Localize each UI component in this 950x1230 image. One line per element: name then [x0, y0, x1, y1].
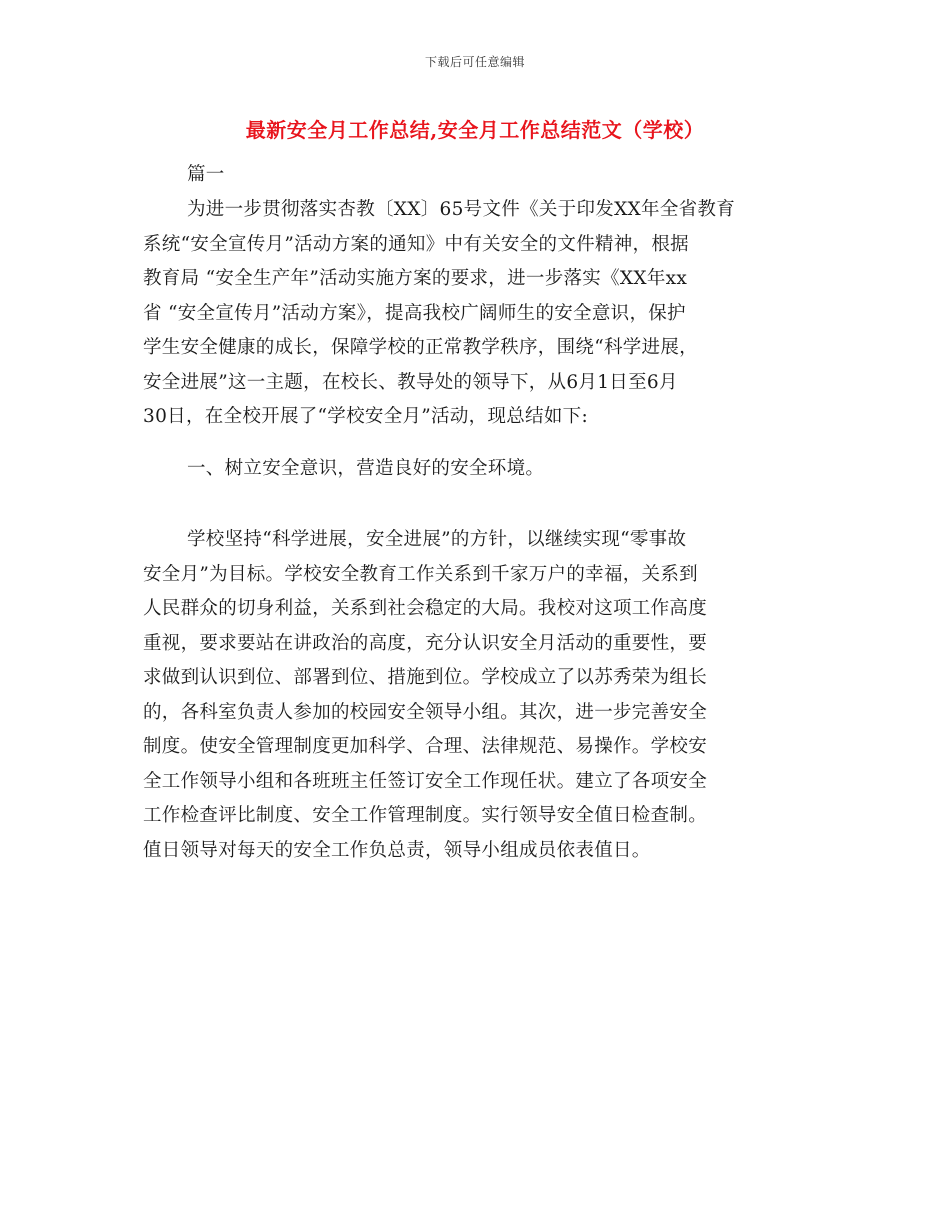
header-note: 下载后可任意编辑	[424, 55, 525, 69]
paragraph-line: 教育局 “安全生产年”活动实施方案的要求，进一步落实《XX年xx	[143, 268, 688, 289]
paragraph-line: 省 “安全宣传月”活动方案》，提高我校广阔师生的安全意识，保护	[143, 302, 686, 324]
section-label-text: 篇一	[187, 164, 225, 185]
paragraph-line: 安全进展”这一主题，在校长、教导处的领导下，从6月1日至6月	[143, 371, 678, 393]
paragraph-line: 重视，要求要站在讲政治的高度，充分认识安全月活动的重要性，要	[143, 632, 708, 654]
paragraph-line: 的，各科室负责人参加的校园安全领导小组。其次，进一步完善安全	[143, 701, 708, 723]
paragraph-line: 安全月”为目标。学校安全教育工作关系到千家万户的幸福，关系到	[143, 563, 698, 585]
paragraph-line: 30日，在全校开展了“学校安全月”活动，现总结如下:	[143, 406, 588, 427]
paragraph-line: 为进一步贯彻落实杏教〔XX〕65号文件《关于印发XX年全省教育	[187, 199, 736, 220]
paragraph-line: 工作检查评比制度、安全工作管理制度。实行领导安全值日检查制。	[143, 805, 708, 826]
paragraph-line: 求做到认识到位、部署到位、措施到位。学校成立了以苏秀荣为组长	[143, 667, 708, 688]
paragraph-line: 系统“安全宣传月”活动方案的通知》中有关安全的文件精神，根据	[143, 233, 689, 255]
paragraph-line: 制度。使安全管理制度更加科学、合理、法律规范、易操作。学校安	[143, 736, 708, 757]
paragraph-line: 人民群众的切身利益，关系到社会稳定的大局。我校对这项工作高度	[143, 598, 708, 619]
paragraph-line: 学生安全健康的成长，保障学校的正常教学秩序，围绕“科学进展，	[143, 337, 698, 358]
document-title: 最新安全月工作总结,安全月工作总结范文（学校）	[245, 118, 705, 142]
section-heading-text: 一、树立安全意识，营造良好的安全环境。	[187, 458, 545, 479]
paragraph-1	[143, 193, 813, 435]
paragraph-2	[143, 523, 813, 868]
paragraph-line: 值日领导对每天的安全工作负总责，领导小组成员依表值日。	[143, 839, 651, 861]
paragraph-line: 学校坚持“科学进展，安全进展”的方针，以继续实现“零事故	[187, 529, 687, 550]
paragraph-line: 全工作领导小组和各班班主任签订安全工作现任状。建立了各项安全	[143, 770, 708, 792]
section-label	[143, 158, 813, 193]
section-heading-1	[143, 452, 813, 487]
